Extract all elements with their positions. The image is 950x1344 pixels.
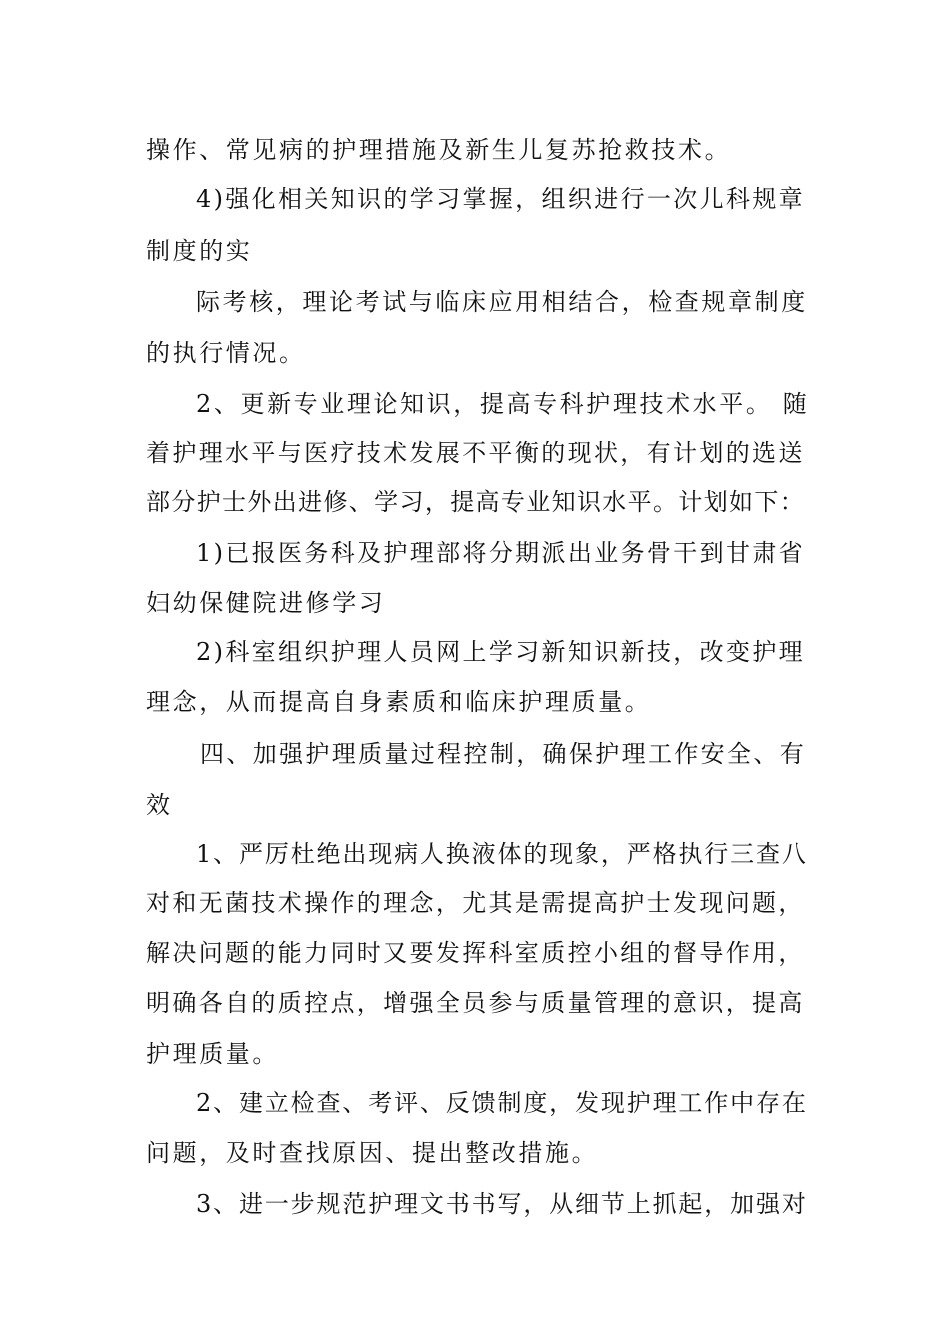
text-line: 护理质量。 — [146, 1040, 279, 1068]
text-line: 制度的实 — [146, 237, 253, 265]
text-line: 的执行情况。 — [146, 339, 306, 367]
text-line: 妇幼保健院进修学习 — [146, 589, 386, 617]
text-line: 部分护士外出进修、学习，提高专业知识水平。计划如下： — [146, 488, 806, 516]
text-line: 操作、常见病的护理措施及新生儿复苏抢救技术。 — [146, 136, 732, 164]
text-line: 1、严厉杜绝出现病人换液体的现象，严格执行三查八 — [196, 840, 808, 868]
text-line: 明确各自的质控点，增强全员参与质量管理的意识，提高 — [146, 989, 805, 1017]
text-line: 3、进一步规范护理文书书写，从细节上抓起，加强对 — [196, 1190, 808, 1218]
section-heading: 效 — [146, 791, 173, 819]
text-line: 际考核，理论考试与临床应用相结合，检查规章制度 — [196, 288, 808, 316]
text-line: 2、建立检查、考评、反馈制度，发现护理工作中存在 — [196, 1089, 808, 1117]
text-line: 着护理水平与医疗技术发展不平衡的现状，有计划的选送 — [146, 439, 805, 467]
text-line: 对和无菌技术操作的理念，尤其是需提高护士发现问题， — [146, 889, 805, 917]
section-heading: 四、加强护理质量过程控制，确保护理工作安全、有 — [200, 740, 807, 768]
text-line: 2)科室组织护理人员网上学习新知识新技，改变护理 — [196, 638, 806, 666]
text-line: 1)已报医务科及护理部将分期派出业务骨干到甘肃省 — [196, 539, 806, 567]
text-line: 4)强化相关知识的学习掌握，组织进行一次儿科规章 — [196, 185, 806, 213]
text-line: 2、更新专业理论知识，提高专科护理技术水平。 随 — [196, 390, 810, 418]
text-line: 解决问题的能力同时又要发挥科室质控小组的督导作用， — [146, 939, 805, 967]
text-line: 问题，及时查找原因、提出整改措施。 — [146, 1139, 599, 1167]
text-line: 理念，从而提高自身素质和临床护理质量。 — [146, 688, 652, 716]
